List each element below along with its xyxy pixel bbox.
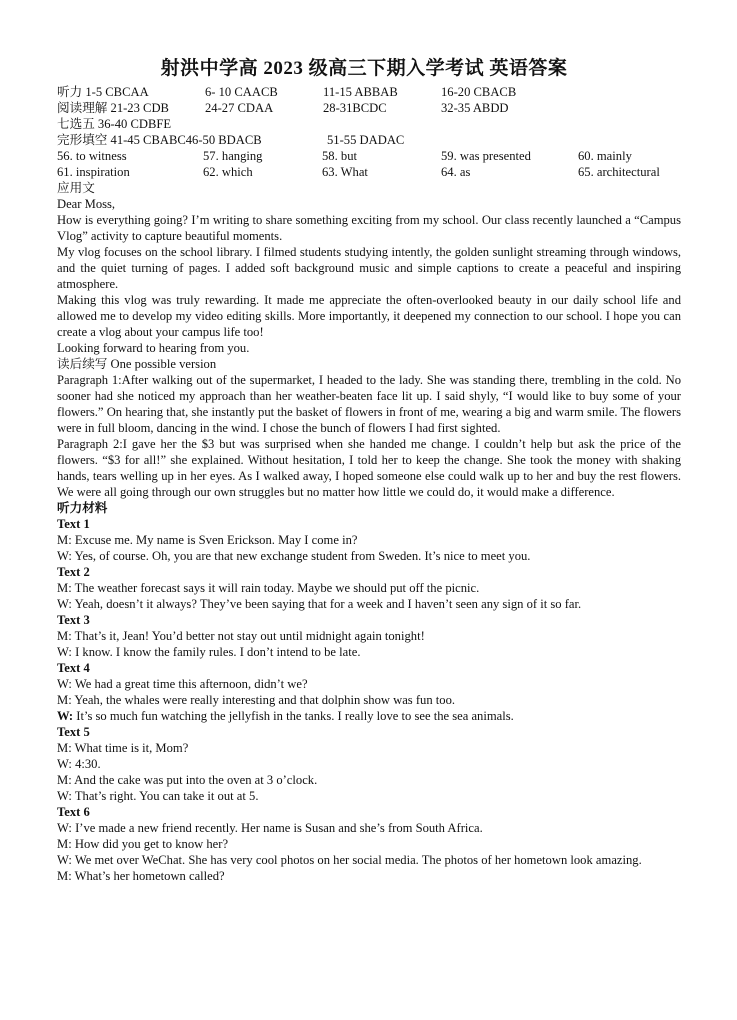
answer-cell: 51-55 DADAC	[327, 133, 405, 147]
speaker-text: We had a great time this afternoon, didn’t we?	[74, 677, 308, 691]
transcript-line	[57, 596, 681, 612]
transcript-line	[57, 740, 681, 756]
transcript-line	[57, 868, 681, 884]
answer-cell: 61. inspiration	[57, 165, 130, 179]
transcript-label: Text 3	[57, 613, 90, 627]
speaker-label: W:	[57, 597, 72, 611]
answer-document	[57, 56, 681, 884]
transcript-line	[57, 548, 681, 564]
answer-cell: 16-20 CBACB	[441, 85, 517, 99]
answer-row-reading	[57, 100, 681, 116]
transcript-line	[57, 692, 681, 708]
answer-cell: 11-15 ABBAB	[323, 85, 398, 99]
speaker-label: M:	[57, 741, 72, 755]
answer-cell: 59. was presented	[441, 149, 531, 163]
page-title: 射洪中学高 2023 级高三下期入学考试 英语答案	[160, 58, 568, 79]
speaker-label: M:	[57, 581, 72, 595]
transcript-line	[57, 788, 681, 804]
transcript-line	[57, 644, 681, 660]
speaker-label: M:	[57, 773, 72, 787]
transcript-line	[57, 820, 681, 836]
transcript-label: Text 4	[57, 661, 90, 675]
answer-row-listening	[57, 84, 681, 100]
continuation-paragraph: Paragraph 1:After walking out of the supermarket, I headed to the lady. She was standing there, trembling in the cold. No sooner had she noticed my approach than her weather-beaten face lit up. I said shyly, “I would like to buy some of your flowers.” On hearing that, she instantly put the basket of flowers in front of me, wearing a big and warm smile. The flowers were in full bloom, dancing in the wind. I chose the bunch of flowers I had first sighted.	[57, 373, 681, 435]
speaker-text: That’s it, Jean! You’d better not stay out until midnight again tonight!	[74, 629, 425, 643]
answer-cell: 62. which	[203, 165, 253, 179]
letter-heading: 应用文	[57, 181, 95, 195]
speaker-label: W:	[57, 853, 72, 867]
speaker-text: I’ve made a new friend recently. Her name is Susan and she’s from South Africa.	[75, 821, 483, 835]
answer-cell: 65. architectural	[578, 165, 660, 179]
speaker-label: M:	[57, 533, 72, 547]
speaker-label: W:	[57, 709, 74, 723]
continuation-heading: 读后续写 One possible version	[57, 357, 217, 371]
answer-cell: 阅读理解 21-23 CDB	[57, 101, 169, 115]
speaker-text: Yes, of course. Oh, you are that new exchange student from Sweden. It’s nice to meet you.	[74, 549, 531, 563]
transcript-line	[57, 628, 681, 644]
answer-cell: 63. What	[322, 165, 368, 179]
speaker-label: W:	[57, 757, 72, 771]
speaker-text: And the cake was put into the oven at 3 o’clock.	[74, 773, 318, 787]
speaker-text: How did you get to know her?	[74, 837, 229, 851]
answer-row-grammar-1	[57, 148, 681, 164]
speaker-text: The weather forecast says it will rain today. Maybe we should put off the picnic.	[74, 581, 480, 595]
speaker-label: W:	[57, 821, 72, 835]
speaker-label: W:	[57, 645, 72, 659]
speaker-label: M:	[57, 869, 72, 883]
speaker-text: I know. I know the family rules. I don’t intend to be late.	[75, 645, 361, 659]
transcript-line	[57, 532, 681, 548]
transcript-line	[57, 756, 681, 772]
transcript-line	[57, 580, 681, 596]
listening-texts	[57, 516, 681, 884]
answer-row-cloze	[57, 132, 681, 148]
speaker-text: Excuse me. My name is Sven Erickson. May I come in?	[74, 533, 358, 547]
answer-row-seven: 七选五 36-40 CDBFE	[57, 117, 172, 131]
answer-cell: 24-27 CDAA	[205, 101, 274, 115]
speaker-label: M:	[57, 629, 72, 643]
letter-paragraph: How is everything going? I’m writing to share something exciting from my school. Our class recently launched a “Campus Vlog” activity to capture beautiful moments.	[57, 213, 681, 243]
transcript-line	[57, 836, 681, 852]
answer-cell: 6- 10 CAACB	[205, 85, 278, 99]
transcript-label: Text 5	[57, 725, 90, 739]
answer-cell: 60. mainly	[578, 149, 632, 163]
transcript-label: Text 1	[57, 517, 90, 531]
letter-paragraph: Making this vlog was truly rewarding. It made me appreciate the often-overlooked beauty in our daily school life and allowed me to develop my video editing skills. More importantly, it deepened my connection to our school. I hope you can create a vlog about your campus life too!	[57, 293, 681, 339]
speaker-text: Yeah, doesn’t it always? They’ve been saying that for a week and I haven’t seen any sign of it so far.	[74, 597, 582, 611]
speaker-text: We met over WeChat. She has very cool photos on her social media. The photos of her hometown look amazing.	[74, 853, 642, 867]
letter-closing: Looking forward to hearing from you.	[57, 341, 250, 355]
speaker-label: M:	[57, 693, 72, 707]
answer-cell: 听力 1-5 CBCAA	[57, 85, 149, 99]
listening-material-heading: 听力材料	[57, 501, 108, 515]
speaker-label: W:	[57, 677, 72, 691]
speaker-label: W:	[57, 549, 72, 563]
answer-cell: 57. hanging	[203, 149, 263, 163]
answer-cell: 64. as	[441, 165, 471, 179]
letter-salutation: Dear Moss,	[57, 197, 116, 211]
transcript-label: Text 6	[57, 805, 90, 819]
speaker-label: M:	[57, 837, 72, 851]
answer-cell: 完形填空 41-45 CBABC46-50 BDACB	[57, 133, 262, 147]
transcript-line	[57, 852, 681, 868]
transcript-line	[57, 772, 681, 788]
letter-paragraph: My vlog focuses on the school library. I filmed students studying intently, the golden sunlight streaming through windows, and the quiet turning of pages. I added soft background music and simple captions to create a peaceful and inspiring atmosphere.	[57, 245, 681, 291]
speaker-text: It’s so much fun watching the jellyfish in the tanks. I really love to see the sea animals.	[76, 709, 514, 723]
speaker-text: Yeah, the whales were really interesting and that dolphin show was fun too.	[74, 693, 456, 707]
answer-row-grammar-2	[57, 164, 681, 180]
speaker-text: What time is it, Mom?	[74, 741, 189, 755]
transcript-line	[57, 676, 681, 692]
speaker-text: What’s her hometown called?	[74, 869, 225, 883]
speaker-text: That’s right. You can take it out at 5.	[74, 789, 259, 803]
speaker-label: W:	[57, 789, 72, 803]
transcript-label: Text 2	[57, 565, 90, 579]
transcript-line	[57, 708, 681, 724]
answer-cell: 32-35 ABDD	[441, 101, 509, 115]
speaker-text: 4:30.	[75, 757, 101, 771]
answer-cell: 56. to witness	[57, 149, 127, 163]
answer-cell: 28-31BCDC	[323, 101, 387, 115]
continuation-paragraph: Paragraph 2:I gave her the $3 but was surprised when she handed me change. I couldn’t help but ask the price of the flowers. “$3 for all!” she explained. Without hesitation, I told her to keep the change. She took the money with shaking hands, tears welling up in her eyes. As I walked away, I hoped someone else could walk up to her and buy the rest flowers. We were all going through our own struggles but no matter how little we could do, it would make a difference.	[57, 437, 681, 499]
answer-cell: 58. but	[322, 149, 357, 163]
